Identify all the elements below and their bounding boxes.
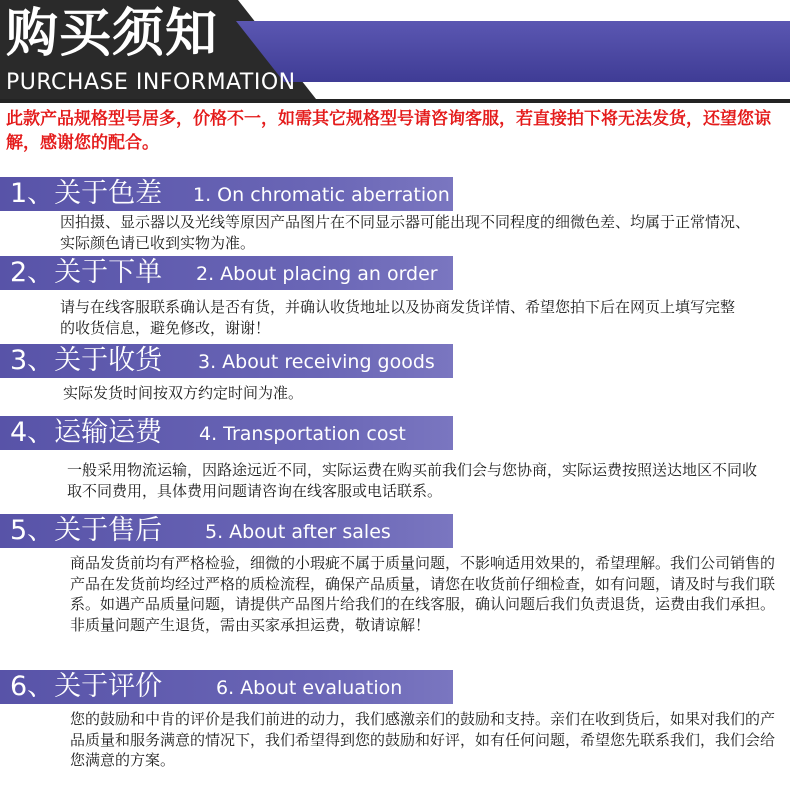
section-4-title-en: 4. Transportation cost [199, 423, 406, 445]
section-3-header [0, 344, 453, 378]
section-3-title-en: 3. About receiving goods [198, 351, 435, 373]
section-5-title-en: 5. About after sales [205, 521, 391, 543]
section-1-title-en: 1. On chromatic aberration [193, 184, 450, 206]
section-4-body: 一般采用物流运输，因路途远近不同，实际运费在购买前我们会与您协商，实际运费按照送达地区不同收取不同费用，具体费用问题请咨询在线客服或电话联系。 [67, 461, 758, 500]
section-5-body: 商品发货前均有严格检验，细微的小瑕疵不属于质量问题，不影响适用效果的，希望理解。我们公司销售的产品在发货前均经过严格的质检流程，确保产品质量，请您在收货前仔细检查，如有问题，请及时与我们联系。如遇产品质量问题，请提供产品图片给我们的在线客服，确认问题后我们负责退货，运费由我们承担。非质量问题产生退货，需由买家承担运费，敬请谅解！ [70, 554, 776, 634]
section-4-header [0, 416, 453, 450]
section-1-body: 因拍摄、显示器以及光线等原因产品图片在不同显示器可能出现不同程度的细微色差、均属于正常情况、实际颜色请已收到实物为准。 [60, 213, 751, 252]
header-divider [0, 99, 790, 103]
section-6-header [0, 670, 453, 704]
section-2-title-cn: 2、关于下单 [10, 257, 163, 288]
section-1-title-cn: 1、关于色差 [10, 178, 163, 209]
section-1-header [0, 177, 453, 211]
section-6-body: 您的鼓励和中肯的评价是我们前进的动力，我们感激亲们的鼓励和支持。亲们在收到货后，如果对我们的产品质量和服务满意的情况下，我们希望得到您的鼓励和好评，如有任何问题，希望您先联系我们，我们会给您满意的方案。 [70, 710, 776, 769]
section-2-body: 请与在线客服联系确认是否有货，并确认收货地址以及协商发货详情、希望您拍下后在网页上填写完整的收货信息，避免修改，谢谢！ [60, 298, 736, 337]
header-accent-band [236, 21, 790, 82]
notice-text: 此款产品规格型号居多，价格不一，如需其它规格型号请咨询客服，若直接拍下将无法发货，还望您谅解，感谢您的配合。 [6, 109, 771, 153]
section-4-title-cn: 4、运输运费 [10, 417, 163, 448]
section-2-header [0, 256, 453, 290]
section-5-title-cn: 5、关于售后 [10, 515, 163, 546]
section-5-header [0, 514, 453, 548]
section-2-title-en: 2. About placing an order [196, 263, 438, 285]
section-3-body: 实际发货时间按双方约定时间为准。 [63, 384, 304, 402]
section-3-title-cn: 3、关于收货 [10, 345, 163, 376]
page-title: 购买须知 [6, 4, 219, 64]
section-6-title-cn: 6、关于评价 [10, 671, 163, 702]
section-6-title-en: 6. About evaluation [216, 677, 403, 699]
page-subtitle: PURCHASE INFORMATION [6, 70, 296, 95]
